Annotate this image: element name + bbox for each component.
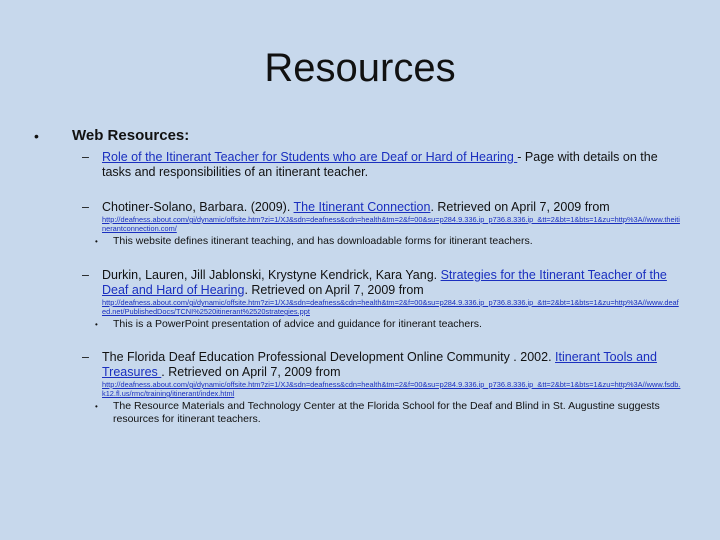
link-strategies-itinerant-teacher[interactable]: Strategies for the Itinerant Teacher of the Deaf and Hard of Hearing (102, 268, 667, 297)
citation-retrieved: . Retrieved on April 7, 2009 from (161, 365, 341, 379)
citation-text: The Florida Deaf Education Professional Development Online Community . 2002. (102, 350, 556, 364)
link-role-itinerant-teacher[interactable]: Role of the Itinerant Teacher for Students who are Deaf or Hard of Hearing (102, 150, 518, 164)
resource-entry-tools-treasures (82, 350, 682, 426)
citation-retrieved: . Retrieved on April 7, 2009 from (244, 283, 424, 297)
sub-note-text: This is a PowerPoint presentation of advice and guidance for itinerant teachers. (113, 318, 482, 330)
dash-marker: – (82, 350, 89, 364)
sub-bullet: • (95, 320, 98, 329)
url-itinerant-connection[interactable]: http://deafness.about.com/gi/dynamic/offsite.htm?zi=1/XJ&sdn=deafness&cdn=health&tm=2&f=00&su=p284.9.336.ip_p736.8.336.ip_&tt=2&bt=1&bts=1&zu=http%3A//www.theitinerantconnection.com/ (102, 215, 680, 233)
dash-marker: – (82, 268, 89, 282)
dash-marker: – (82, 150, 89, 164)
citation-retrieved: . Retrieved on April 7, 2009 from (430, 200, 610, 214)
url-strategies[interactable]: http://deafness.about.com/gi/dynamic/offsite.htm?zi=1/XJ&sdn=deafness&cdn=health&tm=2&f=00&su=p284.9.336.ip_p736.8.336.ip_&tt=2&bt=1&bts=1&zu=http%3A//www.deafed.net/PublishedDocs/TCNI%2520itinerant%2520strategies.ppt (102, 298, 679, 316)
dash-marker: – (82, 200, 89, 214)
entry-description: - Page with details on the tasks and responsibilities of an itinerant teacher. (102, 150, 658, 179)
link-itinerant-tools-treasures[interactable]: Itinerant Tools and Treasures (102, 350, 657, 379)
citation-text: Durkin, Lauren, Jill Jablonski, Krystyne Kendrick, Kara Yang. (102, 268, 441, 282)
sub-note (95, 318, 682, 331)
page-title: Resources (264, 46, 456, 90)
bullet-dot: • (34, 128, 39, 144)
resource-entry-role (82, 150, 682, 180)
sub-note (95, 400, 682, 426)
sub-note (95, 235, 682, 248)
resource-entry-strategies (82, 268, 682, 331)
resource-entry-itinerant-connection (82, 200, 682, 248)
sub-note-text: The Resource Materials and Technology Center at the Florida School for the Deaf and Blind in St. Augustine suggests resources for itinerant teachers. (113, 400, 660, 425)
link-itinerant-connection[interactable]: The Itinerant Connection (293, 200, 431, 214)
sub-note-text: This website defines itinerant teaching, and has downloadable forms for itinerant teachers. (113, 235, 533, 247)
url-tools-treasures[interactable]: http://deafness.about.com/gi/dynamic/offsite.htm?zi=1/XJ&sdn=deafness&cdn=health&tm=2&f=00&su=p284.9.336.ip_p736.8.336.ip_&tt=2&bt=1&bts=1&zu=http%3A//www.fsdb.k12.fl.us/rmc/training/itinerant/index.html (102, 380, 681, 398)
sub-bullet: • (95, 237, 98, 246)
sub-bullet: • (95, 402, 98, 411)
section-heading: Web Resources: (72, 127, 190, 144)
citation-text: Chotiner-Solano, Barbara. (2009). (102, 200, 294, 214)
